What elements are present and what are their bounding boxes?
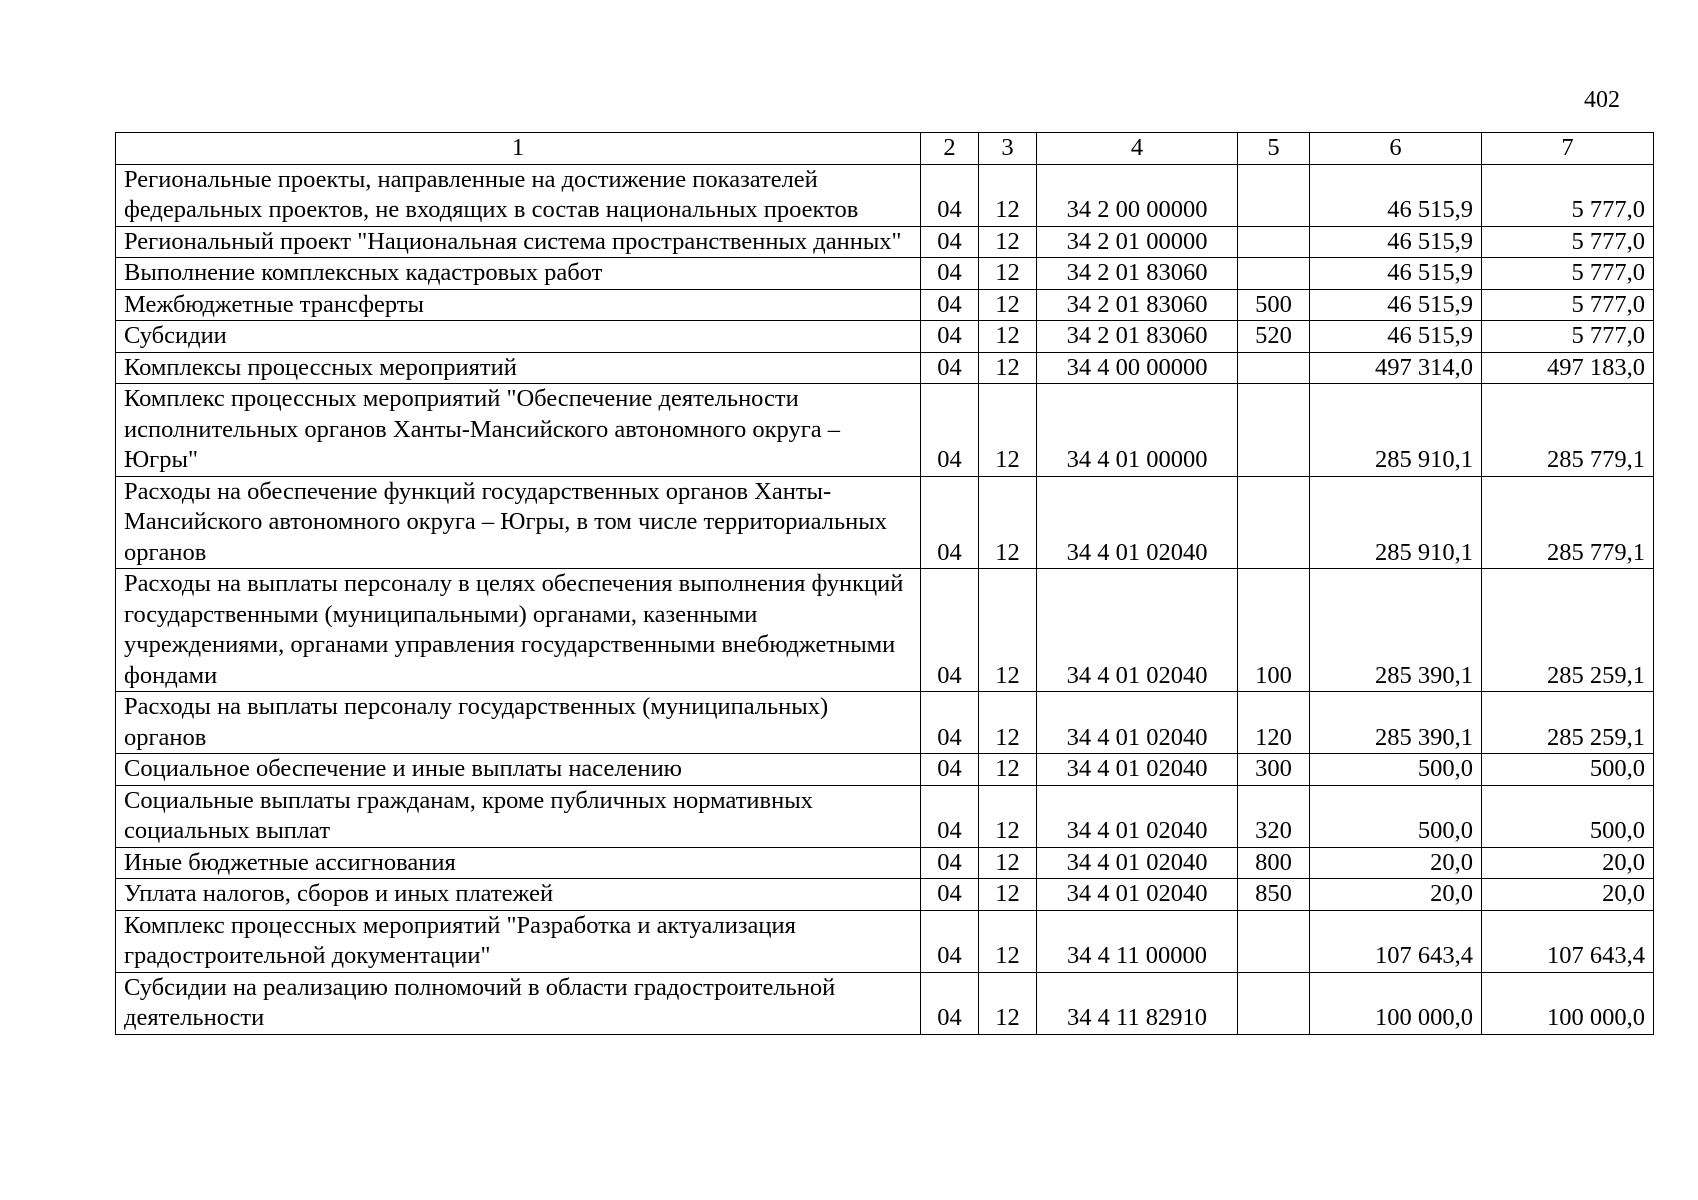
row-subsection: 12 (979, 569, 1037, 692)
row-expense-type (1238, 972, 1310, 1034)
row-expense-type (1238, 226, 1310, 258)
row-target-code: 34 2 01 83060 (1037, 289, 1238, 321)
row-subsection: 12 (979, 754, 1037, 786)
row-expense-type (1238, 352, 1310, 384)
row-amount-col6: 497 314,0 (1310, 352, 1482, 384)
row-amount-col6: 46 515,9 (1310, 226, 1482, 258)
table-row (116, 879, 1654, 911)
row-section: 04 (921, 785, 979, 847)
table-row (116, 754, 1654, 786)
row-amount-col7: 5 777,0 (1482, 226, 1654, 258)
row-amount-col7: 5 777,0 (1482, 258, 1654, 290)
header-row (116, 133, 1654, 165)
row-section: 04 (921, 692, 979, 754)
row-amount-col6: 285 390,1 (1310, 569, 1482, 692)
row-amount-col7: 20,0 (1482, 879, 1654, 911)
table-row (116, 352, 1654, 384)
row-subsection: 12 (979, 910, 1037, 972)
table-row (116, 972, 1654, 1034)
row-subsection: 12 (979, 972, 1037, 1034)
row-amount-col7: 107 643,4 (1482, 910, 1654, 972)
row-amount-col7: 5 777,0 (1482, 289, 1654, 321)
row-expense-type (1238, 258, 1310, 290)
row-target-code: 34 4 11 82910 (1037, 972, 1238, 1034)
table-row (116, 476, 1654, 569)
row-subsection: 12 (979, 692, 1037, 754)
row-name: Социальные выплаты гражданам, кроме публичных нормативных социальных выплат (116, 785, 921, 847)
row-name: Комплексы процессных мероприятий (116, 352, 921, 384)
row-name: Комплекс процессных мероприятий "Разработка и актуализация градостроительной документации" (116, 910, 921, 972)
row-section: 04 (921, 879, 979, 911)
row-target-code: 34 2 01 00000 (1037, 226, 1238, 258)
page-number: 402 (1584, 87, 1620, 113)
header-cell-1: 1 (116, 133, 921, 165)
row-amount-col7: 5 777,0 (1482, 164, 1654, 226)
row-amount-col6: 20,0 (1310, 847, 1482, 879)
row-target-code: 34 4 01 02040 (1037, 879, 1238, 911)
row-target-code: 34 4 01 02040 (1037, 847, 1238, 879)
row-name: Субсидии (116, 321, 921, 353)
row-target-code: 34 4 01 02040 (1037, 476, 1238, 569)
row-subsection: 12 (979, 164, 1037, 226)
table-row (116, 289, 1654, 321)
row-subsection: 12 (979, 226, 1037, 258)
row-amount-col7: 100 000,0 (1482, 972, 1654, 1034)
row-section: 04 (921, 476, 979, 569)
row-amount-col7: 497 183,0 (1482, 352, 1654, 384)
row-amount-col6: 46 515,9 (1310, 289, 1482, 321)
row-amount-col6: 285 910,1 (1310, 476, 1482, 569)
row-section: 04 (921, 289, 979, 321)
table-row (116, 321, 1654, 353)
row-amount-col6: 46 515,9 (1310, 258, 1482, 290)
row-name: Социальное обеспечение и иные выплаты населению (116, 754, 921, 786)
row-expense-type: 800 (1238, 847, 1310, 879)
row-target-code: 34 2 00 00000 (1037, 164, 1238, 226)
header-cell-4: 4 (1037, 133, 1238, 165)
row-expense-type: 500 (1238, 289, 1310, 321)
row-section: 04 (921, 910, 979, 972)
row-target-code: 34 4 01 02040 (1037, 569, 1238, 692)
row-section: 04 (921, 384, 979, 477)
row-subsection: 12 (979, 785, 1037, 847)
row-target-code: 34 2 01 83060 (1037, 321, 1238, 353)
header-cell-5: 5 (1238, 133, 1310, 165)
row-target-code: 34 2 01 83060 (1037, 258, 1238, 290)
row-subsection: 12 (979, 384, 1037, 477)
row-name: Межбюджетные трансферты (116, 289, 921, 321)
row-expense-type: 300 (1238, 754, 1310, 786)
header-cell-7: 7 (1482, 133, 1654, 165)
table-row (116, 569, 1654, 692)
row-amount-col7: 285 779,1 (1482, 384, 1654, 477)
row-amount-col7: 285 259,1 (1482, 692, 1654, 754)
row-name: Расходы на выплаты персоналу в целях обеспечения выполнения функций государственными (муниципальными) органами, казенными учреждениями, органами управления государственными внебюджетными фондами (116, 569, 921, 692)
row-name: Иные бюджетные ассигнования (116, 847, 921, 879)
row-subsection: 12 (979, 879, 1037, 911)
row-name: Уплата налогов, сборов и иных платежей (116, 879, 921, 911)
row-target-code: 34 4 01 00000 (1037, 384, 1238, 477)
table-row (116, 785, 1654, 847)
row-expense-type: 320 (1238, 785, 1310, 847)
row-amount-col6: 20,0 (1310, 879, 1482, 911)
row-amount-col7: 20,0 (1482, 847, 1654, 879)
row-name: Комплекс процессных мероприятий "Обеспечение деятельности исполнительных органов Ханты-Мансийского автономного округа – Югры" (116, 384, 921, 477)
table-body (116, 164, 1654, 1034)
row-subsection: 12 (979, 321, 1037, 353)
header-cell-2: 2 (921, 133, 979, 165)
row-expense-type: 100 (1238, 569, 1310, 692)
row-name: Расходы на выплаты персоналу государственных (муниципальных) органов (116, 692, 921, 754)
row-amount-col6: 46 515,9 (1310, 164, 1482, 226)
row-name: Региональные проекты, направленные на достижение показателей федеральных проектов, не входящих в состав национальных проектов (116, 164, 921, 226)
row-amount-col7: 285 779,1 (1482, 476, 1654, 569)
row-amount-col6: 100 000,0 (1310, 972, 1482, 1034)
row-expense-type (1238, 910, 1310, 972)
row-amount-col6: 285 390,1 (1310, 692, 1482, 754)
row-expense-type: 120 (1238, 692, 1310, 754)
row-expense-type (1238, 476, 1310, 569)
row-amount-col6: 500,0 (1310, 785, 1482, 847)
table-row (116, 847, 1654, 879)
header-cell-3: 3 (979, 133, 1037, 165)
row-amount-col7: 285 259,1 (1482, 569, 1654, 692)
table-row (116, 384, 1654, 477)
row-subsection: 12 (979, 258, 1037, 290)
row-amount-col7: 500,0 (1482, 785, 1654, 847)
row-section: 04 (921, 847, 979, 879)
row-expense-type (1238, 164, 1310, 226)
row-section: 04 (921, 164, 979, 226)
row-subsection: 12 (979, 289, 1037, 321)
row-target-code: 34 4 01 02040 (1037, 692, 1238, 754)
row-amount-col6: 285 910,1 (1310, 384, 1482, 477)
table-row (116, 258, 1654, 290)
row-section: 04 (921, 352, 979, 384)
row-subsection: 12 (979, 476, 1037, 569)
header-cell-6: 6 (1310, 133, 1482, 165)
row-amount-col6: 46 515,9 (1310, 321, 1482, 353)
row-subsection: 12 (979, 847, 1037, 879)
row-amount-col7: 5 777,0 (1482, 321, 1654, 353)
row-name: Выполнение комплексных кадастровых работ (116, 258, 921, 290)
row-name: Субсидии на реализацию полномочий в области градостроительной деятельности (116, 972, 921, 1034)
table-row (116, 692, 1654, 754)
row-target-code: 34 4 11 00000 (1037, 910, 1238, 972)
row-section: 04 (921, 754, 979, 786)
row-section: 04 (921, 226, 979, 258)
row-section: 04 (921, 321, 979, 353)
row-name: Расходы на обеспечение функций государственных органов Ханты-Мансийского автономного округа – Югры, в том числе территориальных органов (116, 476, 921, 569)
row-section: 04 (921, 972, 979, 1034)
row-expense-type (1238, 384, 1310, 477)
budget-table (115, 132, 1654, 1035)
table-row (116, 226, 1654, 258)
table-row (116, 164, 1654, 226)
row-target-code: 34 4 00 00000 (1037, 352, 1238, 384)
row-name: Региональный проект "Национальная система пространственных данных" (116, 226, 921, 258)
row-section: 04 (921, 569, 979, 692)
row-expense-type: 520 (1238, 321, 1310, 353)
row-amount-col6: 500,0 (1310, 754, 1482, 786)
row-expense-type: 850 (1238, 879, 1310, 911)
row-amount-col7: 500,0 (1482, 754, 1654, 786)
row-target-code: 34 4 01 02040 (1037, 754, 1238, 786)
row-target-code: 34 4 01 02040 (1037, 785, 1238, 847)
table-row (116, 910, 1654, 972)
row-section: 04 (921, 258, 979, 290)
row-subsection: 12 (979, 352, 1037, 384)
row-amount-col6: 107 643,4 (1310, 910, 1482, 972)
